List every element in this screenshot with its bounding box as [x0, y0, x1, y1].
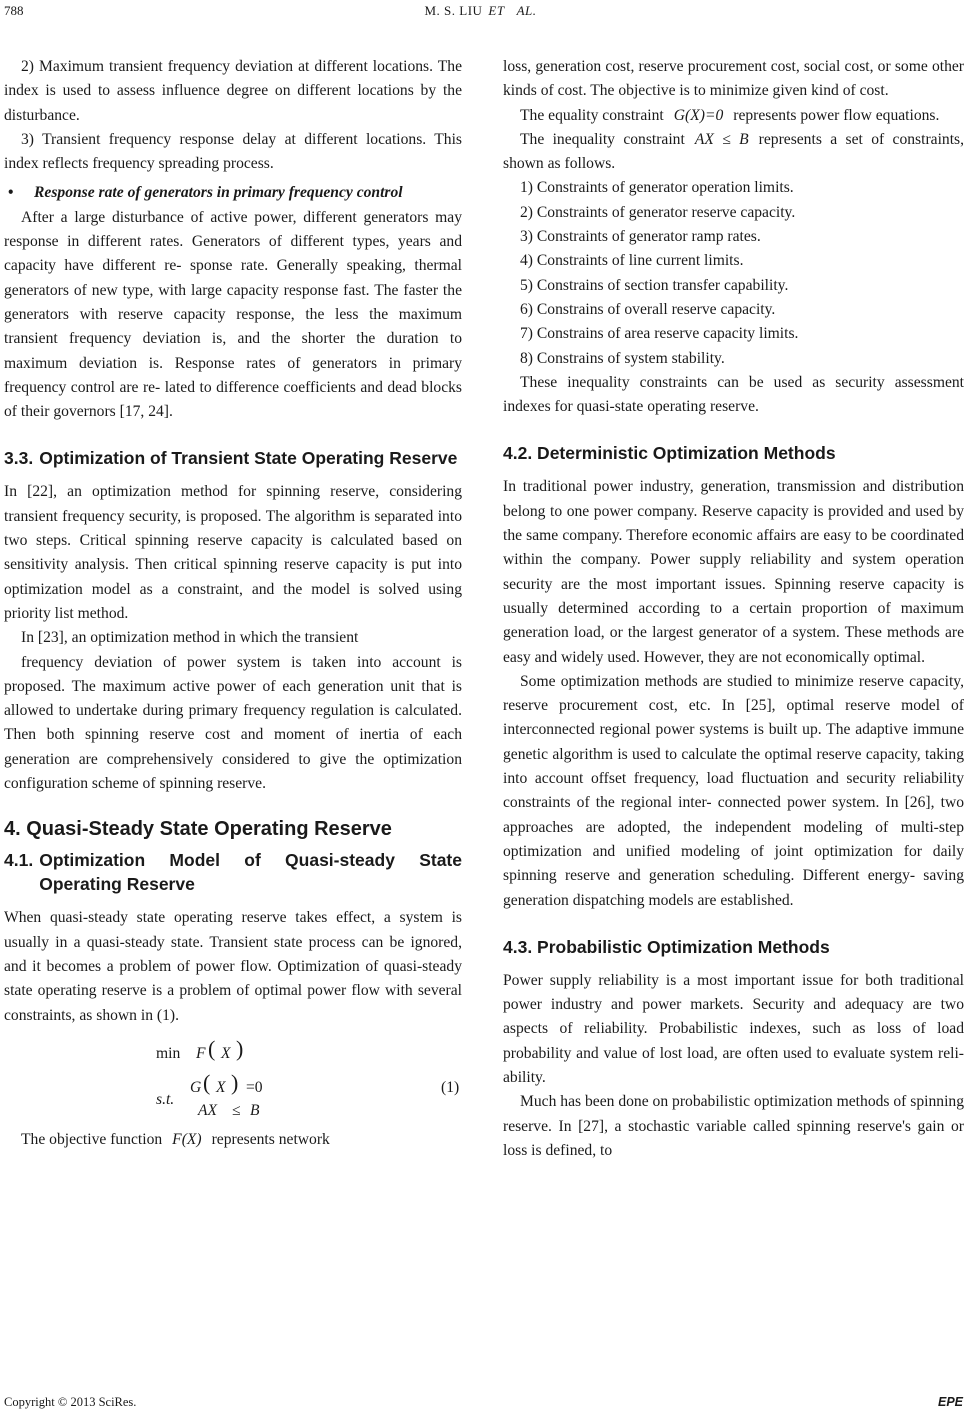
- paragraph: In traditional power industry, generation, transmission and distribution belong to one power company. Reserve capacity is provided and used by the same company. Therefore economic affairs are easy to be coordinated within the company. Power supply reliability and system operation security are the most important issues. Spinning reserve capacity is usually determined according to a certain proportion of maximum generation load, or the largest generator of a system. These methods are easy and widely used. However, they are not economically optimal.: [503, 478, 964, 666]
- author-et: ET: [488, 3, 505, 18]
- eq-lparen: (: [203, 1069, 211, 1095]
- journal-abbrev: EPE: [937, 1395, 963, 1409]
- section-title: Optimization Model of Quasi-steady State Operating Reserve: [39, 850, 462, 895]
- list-item: 6) Constrains of overall reserve capacity.: [520, 300, 776, 318]
- section-title: Optimization of Transient State Operating Reserve: [39, 448, 458, 469]
- eq-G: G: [190, 1078, 202, 1096]
- text-run: The objective function: [21, 1130, 163, 1148]
- author-name: M. S. LIU: [424, 3, 483, 18]
- paragraph: In [22], an optimization method for spinning reserve, considering transient frequency security, is proposed. The algorithm is separated into two steps. Critical spinning reserve capacity is calculated based on sensitivity analysis. Then critical spinning reserve capacity is put into optimization model as a constraint, and the model is solved using priority list method.: [4, 483, 462, 622]
- eq-X: X: [221, 1044, 231, 1062]
- eq-min: min: [156, 1044, 181, 1062]
- paragraph: These inequality constraints can be used as security assessment indexes for quasi-state operating reserve.: [503, 373, 964, 416]
- eq-rparen: ): [231, 1069, 239, 1095]
- running-head-authors: [0, 3, 967, 19]
- inline-math: AX ≤ B: [694, 130, 749, 148]
- paragraph: In [23], an optimization method in which the transient: [21, 629, 359, 647]
- subsection-heading: 4.2. Deterministic Optimization Methods: [503, 443, 836, 464]
- list-item: 7) Constrains of area reserve capacity limits.: [520, 325, 799, 343]
- inline-math: F(X): [172, 1130, 202, 1148]
- eq-rparen: ): [236, 1035, 244, 1061]
- list-item: 4) Constraints of line current limits.: [520, 252, 744, 270]
- subsection-heading: 4.3. Probabilistic Optimization Methods: [503, 936, 830, 957]
- list-item: 3) Constraints of generator ramp rates.: [520, 228, 761, 246]
- section-number: 3.3.: [4, 448, 34, 469]
- paragraph: After a large disturbance of active power, different generators may response in different rates. Generators of different types, years and capacity have different re- sponse rate. Generally speaking, thermal generators of new type, with large capacity response fast. The faster the generators with reserve capacity response, the less the maximum transient frequency deviation is, and the shorter the duration to maximum deviation is. Response rates of generators in primary frequency control are re- lated to difference coefficients and dead blocks of their governors [17, 24].: [4, 208, 462, 421]
- page-number: 788: [4, 3, 24, 18]
- bullet-title: Response rate of generators in primary frequency control: [34, 184, 403, 202]
- bullet-dot-icon: •: [8, 184, 14, 202]
- list-item: 1) Constraints of generator operation limits.: [520, 179, 794, 197]
- eq-le: ≤: [232, 1101, 241, 1119]
- page-footer: [0, 1393, 967, 1413]
- running-header: [0, 0, 967, 24]
- inline-math: G(X)=0: [673, 106, 724, 124]
- paragraph: loss, generation cost, reserve procurement cost, social cost, or some other kinds of cost. The objective is to minimize given kind of cost.: [503, 58, 964, 100]
- equation-1: [4, 1036, 462, 1122]
- text-run: represents network: [211, 1130, 330, 1148]
- eq-equals-zero: =0: [246, 1078, 263, 1096]
- right-column: [503, 55, 964, 1163]
- section-heading: [4, 446, 462, 470]
- author-al: AL.: [516, 3, 537, 18]
- list-item: 8) Constrains of system stability.: [520, 349, 725, 367]
- eq-F: F: [196, 1044, 206, 1062]
- eq-AX: AX: [198, 1101, 218, 1119]
- subsection-heading: [4, 848, 462, 896]
- paragraph: When quasi-steady state operating reserve takes effect, a system is usually in a quasi-steady state. Transient state process can be ignored, and it becomes a problem of power flow. Optimization of quasi-steady state operating reserve is a problem of optimal power flow with several constraints, as shown in (1).: [4, 909, 462, 1024]
- bullet-heading: [4, 181, 462, 205]
- text-run: represents a set of constraints, shown as follows.: [503, 130, 964, 173]
- paragraph: 3) Transient frequency response delay at different locations. This index reflects frequency spreading process.: [4, 130, 462, 173]
- eq-number: (1): [441, 1078, 460, 1096]
- paragraph: Power supply reliability is a most important issue for both traditional power industry and power markets. Security and adequacy are two aspects of reliability. Probabilistic indexes, such as loss of load probability and value of lost load, are often used to evaluate system reli- ability.: [503, 971, 964, 1086]
- copyright: Copyright © 2013 SciRes.: [4, 1395, 137, 1409]
- text-run: represents power flow equations.: [733, 106, 940, 124]
- text-run: The inequality constraint: [520, 130, 685, 148]
- paragraph: Much has been done on probabilistic optimization methods of spinning reserve. In [27], a stochastic variable called spinning reserve's gain or loss is defined, to: [503, 1093, 964, 1159]
- eq-B: B: [250, 1101, 260, 1119]
- left-column: [4, 55, 462, 1152]
- paragraph: [4, 1128, 462, 1152]
- eq-X: X: [216, 1078, 226, 1096]
- paragraph: [503, 104, 964, 128]
- section-heading: 4. Quasi-Steady State Operating Reserve: [4, 818, 392, 841]
- section-number: 4.1.: [4, 850, 34, 871]
- list-item: 2) Constraints of generator reserve capacity.: [520, 203, 796, 221]
- text-run: The equality constraint: [520, 106, 664, 124]
- paragraph: [503, 128, 964, 177]
- paragraph: Some optimization methods are studied to minimize reserve capacity, reserve procurement cost, etc. In [25], optimal reserve model of interconnected regional power systems is built up. The adaptive immune genetic algorithm is used to calculate the optimal reserve capacity, taking into account offset frequency, load fluctuation and security reliability constraints of the regional inter- connected power system. In [26], two approaches are adopted, the independent modeling of multi-step optimization and unified modeling of joint optimization for daily spinning reserve and generation scheduling. Different energy- saving generation dispatching models are established.: [503, 672, 964, 909]
- list-item: 5) Constrains of section transfer capability.: [520, 276, 789, 294]
- paragraph: frequency deviation of power system is taken into account is proposed. The maximum active power of each generation unit that is allowed to undertake during primary frequency regulation is calculated. Then both spinning reserve cost and moment of inertia of each generation are comprehensively considered to give the optimization configuration scheme of spinning reserve.: [4, 653, 462, 793]
- eq-st: s.t.: [156, 1090, 175, 1108]
- eq-lparen: (: [208, 1035, 216, 1061]
- paragraph: 2) Maximum transient frequency deviation at different locations. The index is used to assess influence degree on different locations by the disturbance.: [4, 58, 462, 124]
